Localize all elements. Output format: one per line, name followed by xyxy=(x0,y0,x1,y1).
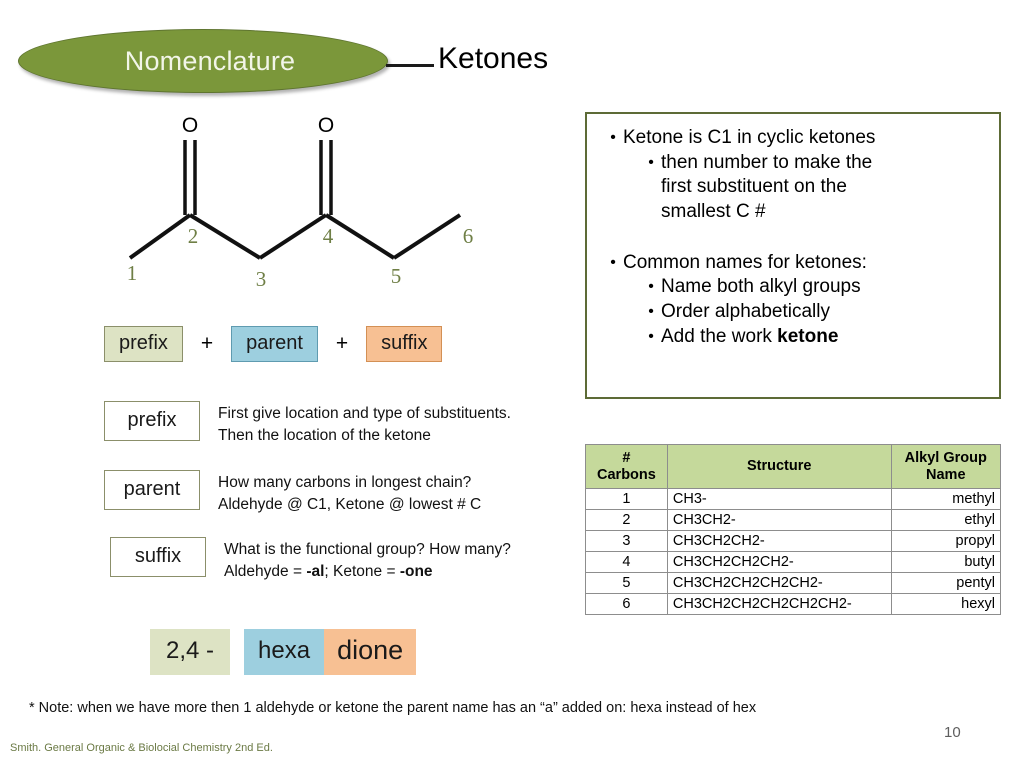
definition-suffix-ketone-value: -one xyxy=(399,563,433,581)
bullet-item-common-names xyxy=(603,251,989,276)
molecule-diagram xyxy=(100,110,500,290)
bullet-text-name-alkyl: Name both alkyl groups xyxy=(661,276,861,298)
definition-suffix-ketone-label: ; Ketone = xyxy=(324,563,400,581)
definition-row-parent xyxy=(104,470,481,517)
column-header-alkyl-name-line2: Name xyxy=(926,466,966,483)
plus-sign-2: + xyxy=(335,332,349,355)
plus-sign-1: + xyxy=(200,332,214,355)
definition-text-prefix xyxy=(218,401,511,448)
column-header-carbons-line1: # xyxy=(622,449,631,466)
name-chip-parent: hexa xyxy=(244,629,324,675)
cell-alkyl-name: pentyl xyxy=(891,573,1000,594)
cell-alkyl-name: butyl xyxy=(891,552,1000,573)
definition-suffix-aldehyde-label: Aldehyde = xyxy=(224,563,307,581)
slide-number: 10 xyxy=(944,724,961,741)
column-header-carbons xyxy=(586,445,668,489)
chip-parent: parent xyxy=(231,326,318,362)
definition-text-parent xyxy=(218,470,481,517)
cell-alkyl-name: methyl xyxy=(891,489,1000,510)
cell-alkyl-name: propyl xyxy=(891,531,1000,552)
alkyl-group-table xyxy=(585,444,1001,615)
definition-row-prefix xyxy=(104,401,511,448)
table-row xyxy=(586,552,1001,573)
cell-structure: CH3CH2CH2- xyxy=(667,531,891,552)
definition-prefix-line2: Then the location of the ketone xyxy=(218,427,431,445)
bullet-marker-icon: • xyxy=(648,327,654,345)
name-chip-prefix: 2,4 - xyxy=(150,629,230,675)
name-chip-suffix: dione xyxy=(324,629,416,675)
chip-suffix: suffix xyxy=(366,326,442,362)
carbon-number-4: 4 xyxy=(322,224,334,248)
bullet-numbering-line2: first substituent on the xyxy=(661,176,847,198)
bullet-item-order-alpha xyxy=(641,300,989,325)
bullet-text-add-ketone xyxy=(661,325,989,350)
cell-structure: CH3CH2CH2CH2- xyxy=(667,552,891,573)
bullet-numbering-line1: then number to make the xyxy=(661,151,873,173)
table-header-row xyxy=(586,445,1001,489)
carbon-number-6: 6 xyxy=(462,224,474,248)
cell-structure: CH3- xyxy=(667,489,891,510)
definition-row-suffix xyxy=(110,537,511,584)
definition-box-parent: parent xyxy=(104,470,200,510)
bullet-spacer xyxy=(597,225,989,251)
definition-parent-line1: How many carbons in longest chain? xyxy=(218,474,472,491)
column-header-structure: Structure xyxy=(667,445,891,489)
citation: Smith. General Organic & Biolocial Chemistry 2nd Ed. xyxy=(10,742,273,754)
column-header-carbons-line2: Carbons xyxy=(597,466,656,483)
cell-carbons: 4 xyxy=(586,552,668,573)
definition-prefix-line1: First give location and type of substituents. xyxy=(218,405,511,422)
cell-alkyl-name: hexyl xyxy=(891,594,1000,615)
cell-carbons: 1 xyxy=(586,489,668,510)
carbon-number-5: 5 xyxy=(390,264,402,288)
formula-chip-row xyxy=(104,326,442,362)
chip-prefix: prefix xyxy=(104,326,183,362)
column-header-alkyl-name xyxy=(891,445,1000,489)
definition-text-suffix xyxy=(224,537,511,584)
cell-carbons: 2 xyxy=(586,510,668,531)
carbon-number-2: 2 xyxy=(187,224,199,248)
column-header-alkyl-name-line1: Alkyl Group xyxy=(904,449,987,466)
title-ellipse xyxy=(18,29,388,93)
bullet-text-order-alpha: Order alphabetically xyxy=(661,301,830,323)
oxygen-label-2: O xyxy=(317,114,335,137)
page-title: Nomenclature xyxy=(124,45,296,76)
definition-box-prefix: prefix xyxy=(104,401,200,441)
definition-parent-line2: Aldehyde @ C1, Ketone @ lowest # C xyxy=(218,496,482,514)
cell-structure: CH3CH2- xyxy=(667,510,891,531)
name-assembly-row xyxy=(150,629,416,675)
definition-suffix-aldehyde-value: -al xyxy=(306,563,325,581)
definition-box-suffix: suffix xyxy=(110,537,206,577)
bullet-marker-icon: • xyxy=(648,153,654,171)
bullet-text-common-names: Common names for ketones: xyxy=(623,251,867,273)
footnote: * Note: when we have more then 1 aldehyde or ketone the parent name has an “a” added on: hexa instead of hex xyxy=(29,700,757,716)
cell-carbons: 3 xyxy=(586,531,668,552)
table-row xyxy=(586,510,1001,531)
bullet-marker-icon: • xyxy=(610,253,616,271)
carbon-number-3: 3 xyxy=(255,267,267,290)
bullet-item-cyclic-ketone xyxy=(603,126,989,151)
table-row xyxy=(586,573,1001,594)
cell-carbons: 6 xyxy=(586,594,668,615)
bullet-text-cyclic-ketone: Ketone is C1 in cyclic ketones xyxy=(623,127,876,148)
bullet-item-add-ketone xyxy=(641,325,989,350)
cell-structure: CH3CH2CH2CH2CH2CH2- xyxy=(667,594,891,615)
bullet-marker-icon: • xyxy=(648,278,654,296)
cell-structure: CH3CH2CH2CH2CH2- xyxy=(667,573,891,594)
bullet-marker-icon: • xyxy=(610,129,616,146)
oxygen-label-1: O xyxy=(181,114,199,137)
bullet-numbering-line3: smallest C # xyxy=(661,201,766,223)
cell-carbons: 5 xyxy=(586,573,668,594)
title-connector-line xyxy=(386,64,434,67)
table-row xyxy=(586,489,1001,510)
notes-bullet-box xyxy=(585,112,1001,399)
definition-suffix-line2 xyxy=(224,561,511,583)
carbon-number-1: 1 xyxy=(126,261,138,285)
definition-suffix-line1: What is the functional group? How many? xyxy=(224,541,511,558)
bullet-marker-icon: • xyxy=(648,303,654,321)
bullet-item-name-alkyl xyxy=(641,275,989,300)
table-row xyxy=(586,594,1001,615)
bullet-text-numbering xyxy=(661,151,989,225)
bullet-item-numbering xyxy=(641,151,989,225)
bullet-add-ketone-word: ketone xyxy=(777,325,839,347)
cell-alkyl-name: ethyl xyxy=(891,510,1000,531)
subject-title: Ketones xyxy=(438,42,549,75)
bullet-add-ketone-prefix: Add the work xyxy=(661,325,778,347)
table-row xyxy=(586,531,1001,552)
